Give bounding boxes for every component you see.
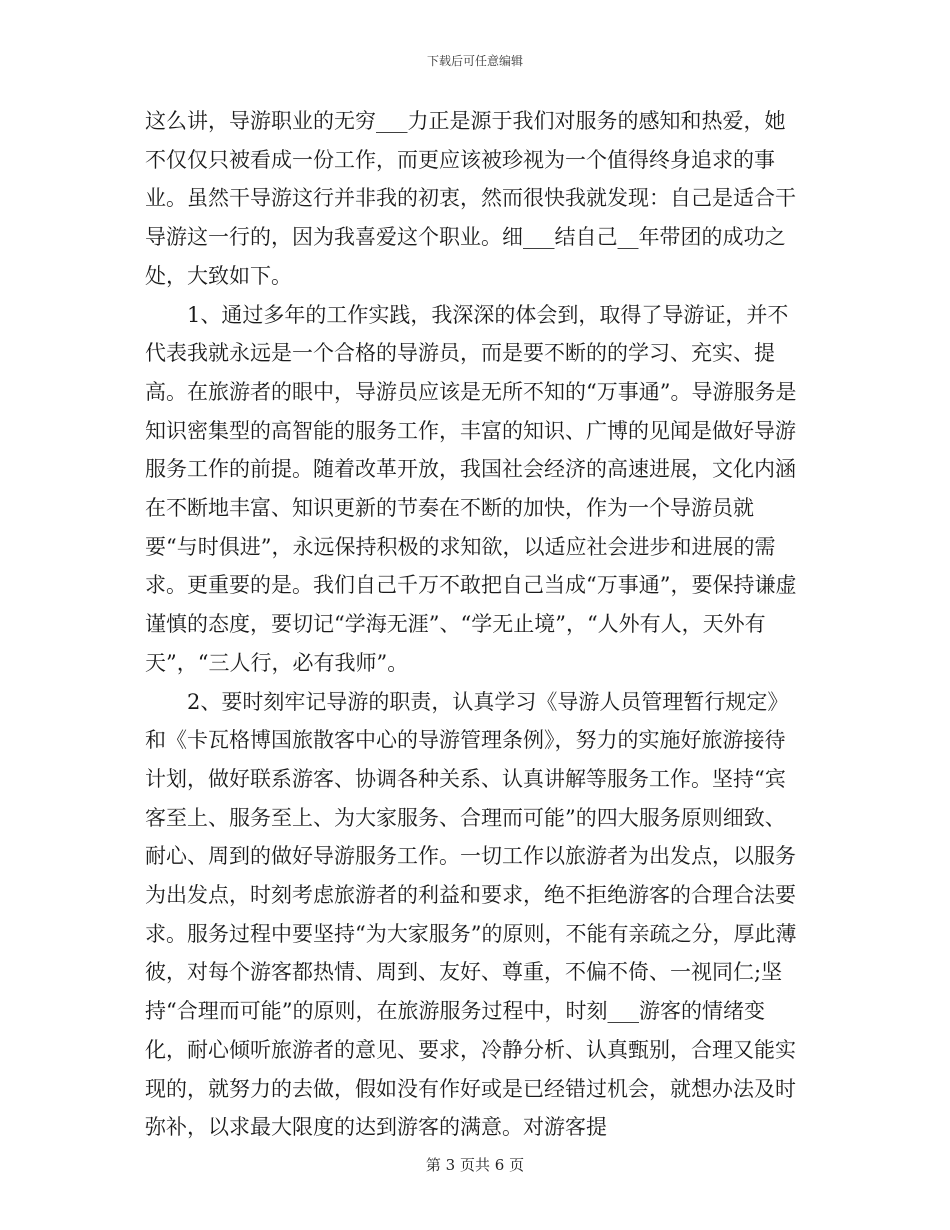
paragraph-intro: 这么讲，导游职业的无穷___力正是源于我们对服务的感知和热爱，她不仅仅只被看成一份工作，而更应该被珍视为一个值得终身追求的事业。虽然干导游这行并非我的初衷，然而很快我就发现：自己是适合干导游这一行的，因为我喜爱这个职业。细___结自己__年带团的成功之处，大致如下。 [145,109,796,288]
paragraph-point-2: 2、要时刻牢记导游的职责，认真学习《导游人员管理暂行规定》和《卡瓦格博国旅散客中心的导游管理条例》，努力的实施好旅游接待计划，做好联系游客、协调各种关系、认真讲解等服务工作。坚持“宾客至上、服务至上、为大家服务、合理而可能”的四大服务原则细致、耐心、周到的做好导游服务工作。一切工作以旅游者为出发点，以服务为出发点，时刻考虑旅游者的利益和要求，绝不拒绝游客的合理合法要求。服务过程中要坚持“为大家服务”的原则，不能有亲疏之分，厚此薄彼，对每个游客都热情、周到、友好、尊重，不偏不倚、一视同仁;坚持“合理而可能”的原则，在旅游服务过程中，时刻___游客的情绪变化，耐心倾听旅游者的意见、要求，冷静分析、认真甄别，合理又能实现的，就努力的去做，假如没有作好或是已经错过机会，就想办法及时弥补，以求最大限度的达到游客的满意。对游客提 [145,689,797,1140]
paragraph-point-1: 1、通过多年的工作实践，我深深的体会到，取得了导游证，并不代表我就永远是一个合格的导游员，而是要不断的的学习、充实、提高。在旅游者的眼中，导游员应该是无所不知的“万事通”。导游服务是知识密集型的高智能的服务工作，丰富的知识、广博的见闻是做好导游服务工作的前提。随着改革开放，我国社会经济的高速进展，文化内涵在不断地丰富、知识更新的节奏在不断的加快，作为一个导游员就要“与时俱进”，永远保持积极的求知欲，以适应社会进步和进展的需求。更重要的是。我们自己千万不敢把自己当成“万事通”，要保持谦虚谨慎的态度，要切记“学海无涯”、“学无止境”，“人外有人，天外有天”，“三人行，必有我师”。 [145,302,797,675]
page-number: 第 3 页共 6 页 [425,1156,525,1174]
document-body [145,102,800,1147]
page-header: 下载后可任意编辑 [426,54,523,68]
